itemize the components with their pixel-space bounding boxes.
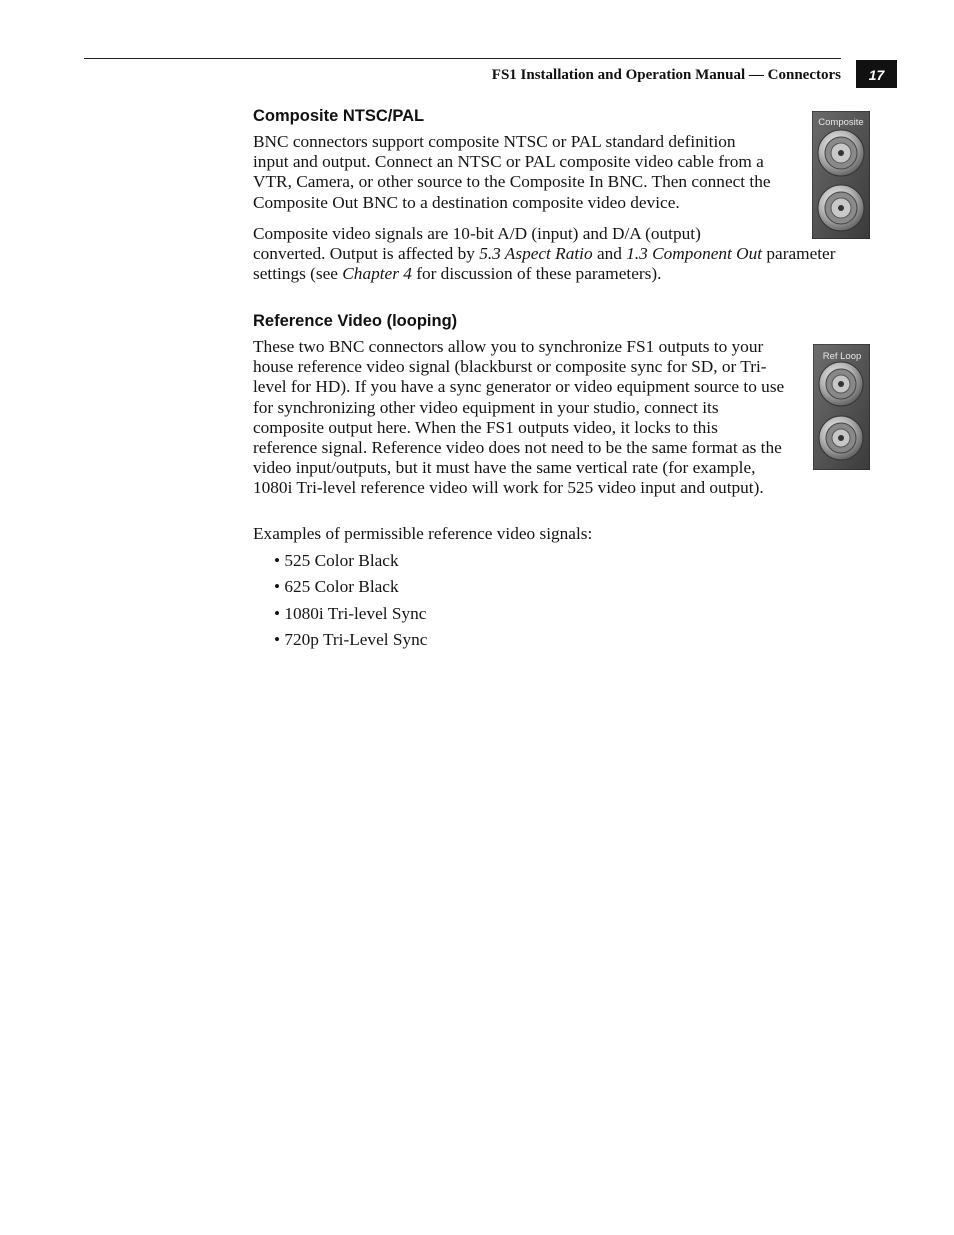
composite-label: Composite	[818, 117, 864, 128]
composite-paragraph-1	[253, 132, 771, 213]
text-line: settings (see Chapter 4 for discussion of these parameters).	[253, 264, 662, 284]
text-line: Composite Out BNC to a destination composite video device.	[253, 192, 680, 212]
examples-intro: Examples of permissible reference video signals:	[253, 524, 593, 543]
bnc-connector-icon	[818, 130, 864, 176]
cross-reference: 1.3 Component Out	[626, 244, 763, 264]
reference-paragraph	[253, 337, 784, 499]
running-header-title: FS1 Installation and Operation Manual — Connectors	[491, 67, 841, 83]
text-line: house reference video signal (blackburst or composite sync for SD, or Tri-	[253, 357, 767, 377]
header-rule	[84, 58, 841, 59]
cross-reference: 5.3 Aspect Ratio	[479, 244, 593, 264]
text-line: reference signal. Reference video does not need to be the same format as the	[253, 438, 782, 458]
ref-loop-bnc-photo	[813, 344, 870, 470]
ref-loop-label: Ref Loop	[822, 351, 862, 362]
text-line: Composite video signals are 10-bit A/D (input) and D/A (output)	[253, 224, 701, 243]
text-line: VTR, Camera, or other source to the Composite In BNC. Then connect the	[253, 172, 771, 192]
text-line: video input/outputs, but it must have the same vertical rate (for example,	[253, 458, 756, 478]
composite-paragraph-2	[253, 224, 835, 285]
text-line: converted. Output is affected by 5.3 Aspect Ratio and 1.3 Component Out parameter	[253, 244, 836, 264]
examples-list	[274, 548, 427, 654]
text-line: for synchronizing other video equipment in your studio, connect its	[253, 397, 719, 417]
list-item: • 1080i Tri-level Sync	[274, 603, 427, 623]
bnc-connector-icon	[818, 185, 864, 231]
text-line: input and output. Connect an NTSC or PAL composite video cable from a	[253, 152, 764, 172]
bnc-connector-icon	[819, 416, 863, 460]
section-heading-composite: Composite NTSC/PAL	[253, 107, 425, 125]
bnc-connector-icon	[819, 362, 863, 406]
text-line: These two BNC connectors allow you to synchronize FS1 outputs to your	[253, 337, 764, 356]
list-item: • 525 Color Black	[274, 551, 399, 570]
cross-reference: Chapter 4	[342, 264, 412, 284]
composite-bnc-photo	[812, 111, 870, 239]
section-heading-reference: Reference Video (looping)	[253, 312, 458, 330]
text-line: 1080i Tri-level reference video will work for 525 video input and output).	[253, 478, 764, 498]
list-item: • 625 Color Black	[274, 577, 399, 597]
list-item: • 720p Tri-Level Sync	[274, 630, 428, 650]
page-number: 17	[856, 60, 897, 88]
text-line: level for HD). If you have a sync generator or video equipment source to use	[253, 377, 785, 397]
text-line: BNC connectors support composite NTSC or PAL standard definition	[253, 132, 736, 151]
text-line: composite output here. When the FS1 outputs video, it locks to this	[253, 417, 718, 437]
